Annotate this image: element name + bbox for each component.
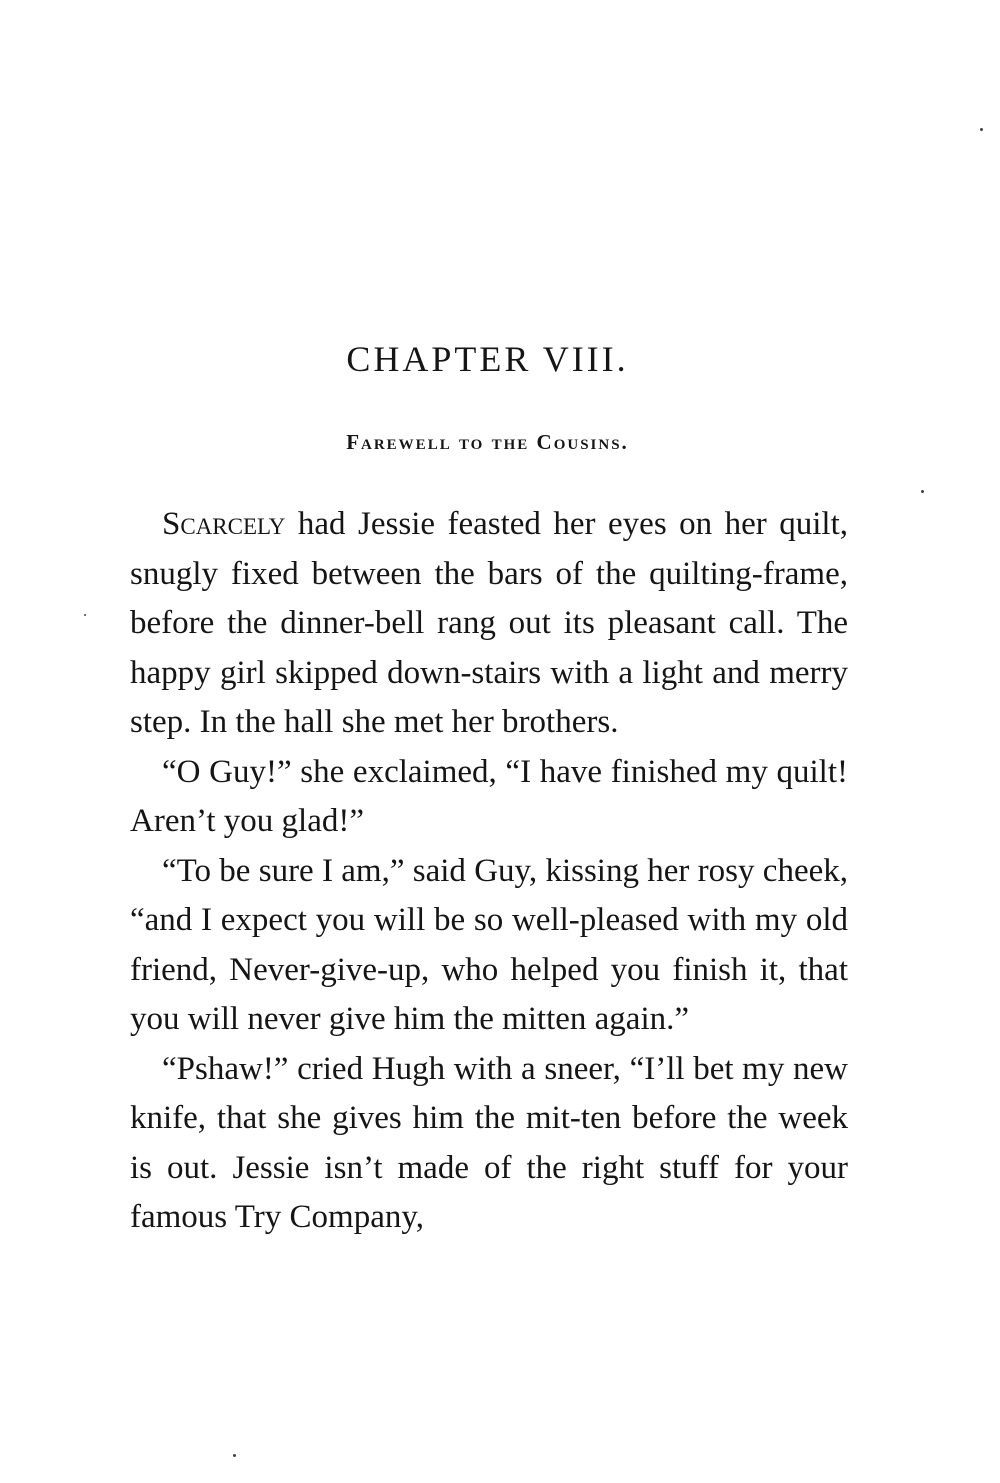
paragraph-3 xyxy=(130,847,848,1045)
print-speck xyxy=(84,614,86,616)
chapter-subtitle: Farewell to the Cousins. xyxy=(346,430,629,454)
print-speck xyxy=(980,128,983,131)
paragraph-4 xyxy=(130,1045,848,1243)
print-speck xyxy=(233,1454,236,1457)
paragraph-text: “O Guy!” she exclaimed, “I have finished my quilt! Aren’t you glad!” xyxy=(130,753,848,839)
paragraph-2 xyxy=(130,748,848,847)
chapter-title: CHAPTER VIII. xyxy=(346,339,629,379)
print-speck xyxy=(921,490,924,493)
paragraph-1 xyxy=(130,500,848,748)
paragraph-text: “Pshaw!” cried Hugh with a sneer, “I’ll bet my new knife, that she gives him the mit-ten before the week is out. Jessie isn’t made of the right stuff for your famous Try Company, xyxy=(130,1050,848,1235)
chapter-body xyxy=(130,500,848,1243)
paragraph-lead-word: Scarcely xyxy=(162,506,286,542)
paragraph-text: had Jessie feasted her eyes on her quilt, snugly fixed between the bars of the quilting-frame, before the dinner-bell rang out its pleasant call. The happy girl skipped down-stairs with a light and merry step. In the hall she met her brothers. xyxy=(130,506,848,740)
paragraph-text: “To be sure I am,” said Guy, kissing her rosy cheek, “and I expect you will be so well-pleased with my old friend, Never-give-up, who helped you finish it, that you will never give him the mitten again.” xyxy=(130,852,848,1037)
